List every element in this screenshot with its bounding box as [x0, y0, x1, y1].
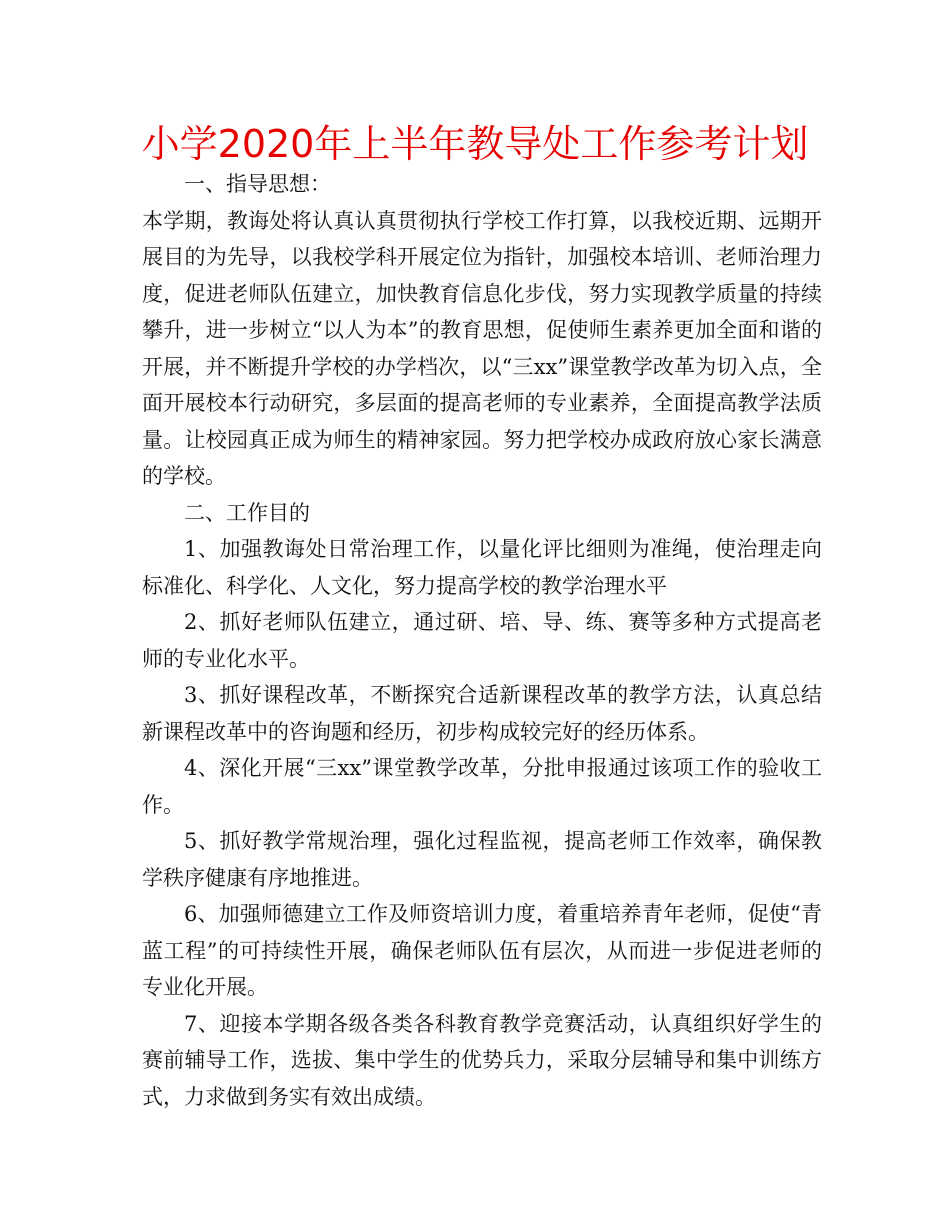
goal-item-2: 2、抓好老师队伍建立，通过研、培、导、练、赛等多种方式提高老师的专业化水平。 — [142, 610, 822, 671]
document-body — [142, 166, 822, 1115]
goal-item-6: 6、加强师德建立工作及师资培训力度，着重培养青年老师，促使“青蓝工程”的可持续性开展，确保老师队伍有层次，从而进一步促进老师的专业化开展。 — [142, 902, 822, 999]
goal-item-3: 3、抓好课程改革，不断探究合适新课程改革的教学方法，认真总结新课程改革中的咨询题和经历，初步构成较完好的经历体系。 — [142, 683, 822, 744]
goal-item-7: 7、迎接本学期各级各类各科教育教学竞赛活动，认真组织好学生的赛前辅导工作，选拔、集中学生的优势兵力，采取分层辅导和集中训练方式，力求做到务实有效出成绩。 — [142, 1011, 822, 1109]
document-title: 小学2020年上半年教导处工作参考计划 — [141, 122, 809, 166]
goal-item-4: 4、深化开展“三xx”课堂教学改革，分批申报通过该项工作的验收工作。 — [142, 756, 822, 817]
goal-item-5: 5、抓好教学常规治理，强化过程监视，提高老师工作效率，确保教学秩序健康有序地推进。 — [142, 829, 822, 890]
section-heading-work-goals: 二、工作目的 — [184, 500, 310, 525]
section-paragraph-guiding-thought: 本学期，教诲处将认真认真贯彻执行学校工作打算，以我校近期、远期开展目的为先导，以我校学科开展定位为指针，加强校本培训、老师治理力度，促进老师队伍建立，加快教育信息化步伐，努力实现教学质量的持续攀升，进一步树立“以人为本”的教育思想，促使师生素养更加全面和谐的开展，并不断提升学校的办学档次，以“三xx”课堂教学改革为切入点，全面开展校本行动研究，多层面的提高老师的专业素养，全面提高教学法质量。让校园真正成为师生的精神家园。努力把学校办成政府放心家长满意的学校。 — [142, 208, 822, 488]
section-heading-guiding-thought: 一、指导思想： — [184, 172, 331, 196]
goal-item-1: 1、加强教诲处日常治理工作，以量化评比细则为准绳，使治理走向标准化、科学化、人文化，努力提高学校的教学治理水平 — [142, 537, 822, 598]
